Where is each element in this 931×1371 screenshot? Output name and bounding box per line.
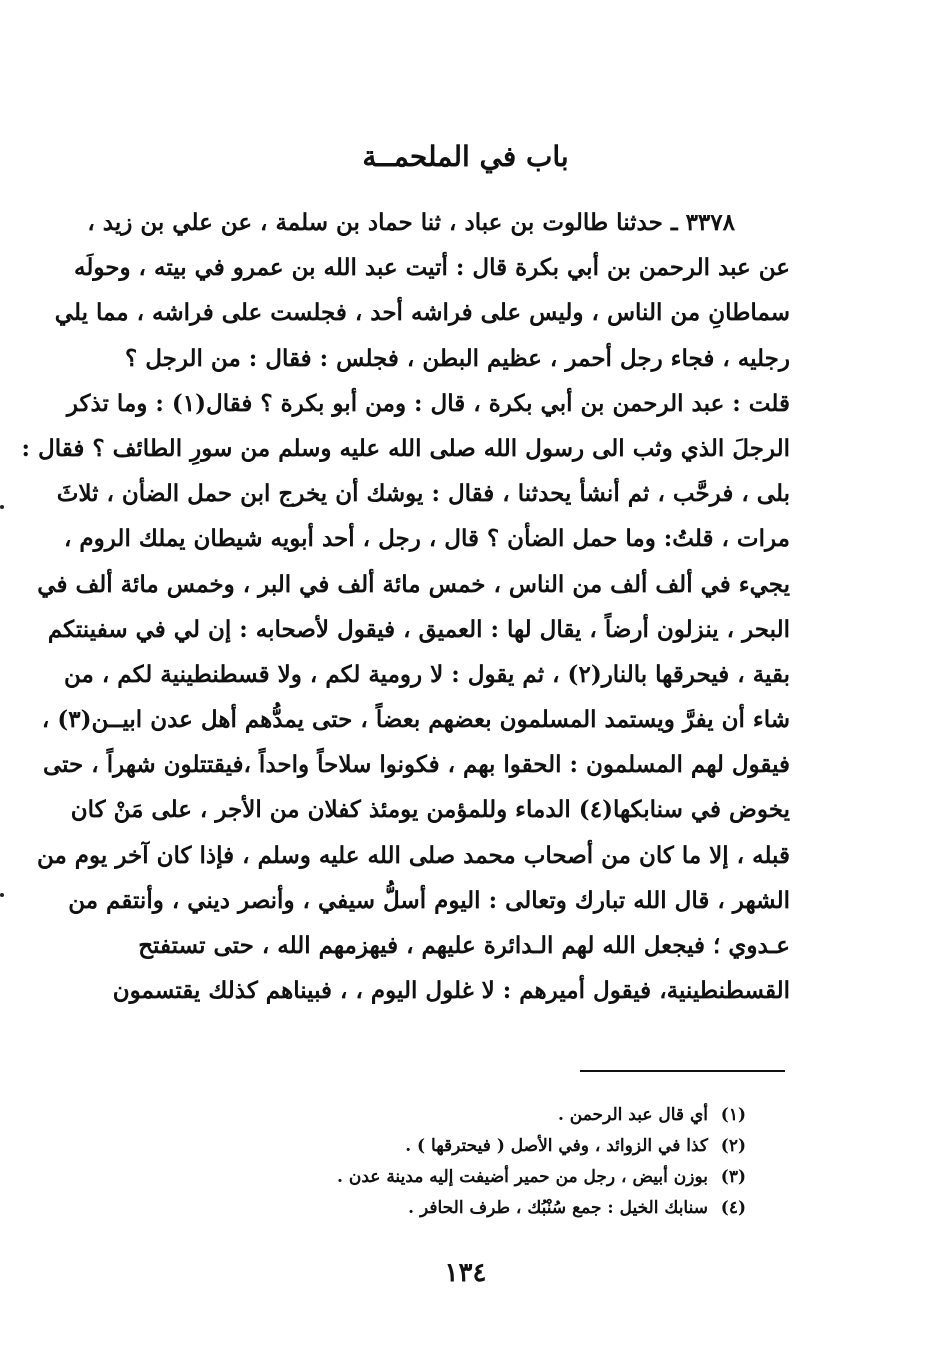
body-line: ٣٣٧٨ ـ حدثنا طالوت بن عباد ، ثنا حماد بن سلمة ، عن علي بن زيد ، xyxy=(87,209,735,236)
scan-speck xyxy=(0,893,4,897)
body-line: عن عبد الرحمن بن أبي بكرة قال : أتيت عبد الله بن عمرو في بيته ، وحولَه xyxy=(74,254,790,282)
body-line: قبله ، إلا ما كان من أصحاب محمد صلى الله عليه وسلم ، فإذا كان آخر يوم من xyxy=(36,841,790,869)
page-number: ١٣٤ xyxy=(444,1258,487,1288)
body-line: عـدوي ؛ فيجعل الله لهم الـدائرة عليهم ، فيهزمهم الله ، حتى تستفتح xyxy=(138,932,790,959)
footnote-text: كذا في الزوائد ، وفي الأصل ( فيحترقها ) . xyxy=(405,1136,708,1156)
body-line: مرات ، قلتُ: وما حمل الضأن ؟ قال ، رجل ، أحد أبويه شيطان يملك الروم ، xyxy=(63,525,790,553)
body-line: قلت : عبد الرحمن بن أبي بكرة ، قال : ومن أبو بكرة ؟ فقال(١) : وما تذكر xyxy=(66,389,790,417)
footnote xyxy=(226,1100,746,1131)
body-line: البحر ، ينزلون أرضاً ، يقال لها : العميق ، فيقول لأصحابه : إن لي في سفينتكم xyxy=(47,615,790,643)
footnote-text: سنابك الخيل : جمع سُنْبُك ، طرف الحافر . xyxy=(408,1198,708,1218)
body-line: الرجلَ الذي وثب الى رسول الله صلى الله عليه وسلم من سورِ الطائف ؟ فقال : xyxy=(21,434,790,462)
body-line: شاء أن يفرَّ ويستمد المسلمون بعضهم بعضاً ، حتى يمدُّهم أهل عدن ابيــن(٣) ، xyxy=(41,706,790,734)
body-line: القسطنطينية، فيقول أميرهم : لا غلول اليوم ، ، فبيناهم كذلك يقتسمون xyxy=(112,977,790,1005)
body-line: الشهر ، قال الله تبارك وتعالى : اليوم أسلُّ سيفي ، وأنصر ديني ، وأنتقم من xyxy=(68,886,790,914)
chapter-title: باب في الملحمــة xyxy=(362,140,569,173)
body-line: سماطانِ من الناس ، وليس على فراشه أحد ، فجلست على فراشه ، مما يلي xyxy=(54,299,790,327)
body-line: يجيء في ألف ألف من الناس ، خمس مائة ألف في البر ، وخمس مائة ألف في xyxy=(37,570,790,598)
footnote-separator xyxy=(580,1070,785,1072)
scan-speck xyxy=(0,505,4,509)
footnote-text: بوزن أبيض ، رجل من حمير أضيفت إليه مدينة عدن . xyxy=(337,1167,708,1187)
body-line: فيقول لهم المسلمون : الحقوا بهم ، فكونوا سلاحاً واحداً ،فيقتتلون شهراً ، حتى xyxy=(42,751,790,779)
footnote xyxy=(226,1193,746,1224)
body-line: بقية ، فيحرقها بالنار(٢) ، ثم يقول : لا رومية لكم ، ولا قسطنطينية لكم ، من xyxy=(64,660,790,688)
footnote-number: (٤) xyxy=(720,1198,746,1218)
footnote xyxy=(226,1162,746,1193)
footnote-number: (٣) xyxy=(720,1167,746,1187)
footnote-text: أي قال عبد الرحمن . xyxy=(557,1105,708,1125)
hadith-body xyxy=(21,200,790,1013)
footnote xyxy=(226,1131,746,1162)
footnotes xyxy=(226,1100,746,1224)
body-line: يخوض في سنابكها(٤) الدماء وللمؤمن يومئذ كفلان من الأجر ، على مَنْ كان xyxy=(70,796,790,824)
footnote-number: (٢) xyxy=(720,1136,746,1156)
body-line: رجليه ، فجاء رجل أحمر ، عظيم البطن ، فجلس : فقال : من الرجل ؟ xyxy=(124,344,790,372)
body-line: بلى ، فرحَّب ، ثم أنشأ يحدثنا ، فقال : يوشك أن يخرج ابن حمل الضأن ، ثلاثَ xyxy=(56,480,790,508)
footnote-number: (١) xyxy=(720,1105,746,1125)
